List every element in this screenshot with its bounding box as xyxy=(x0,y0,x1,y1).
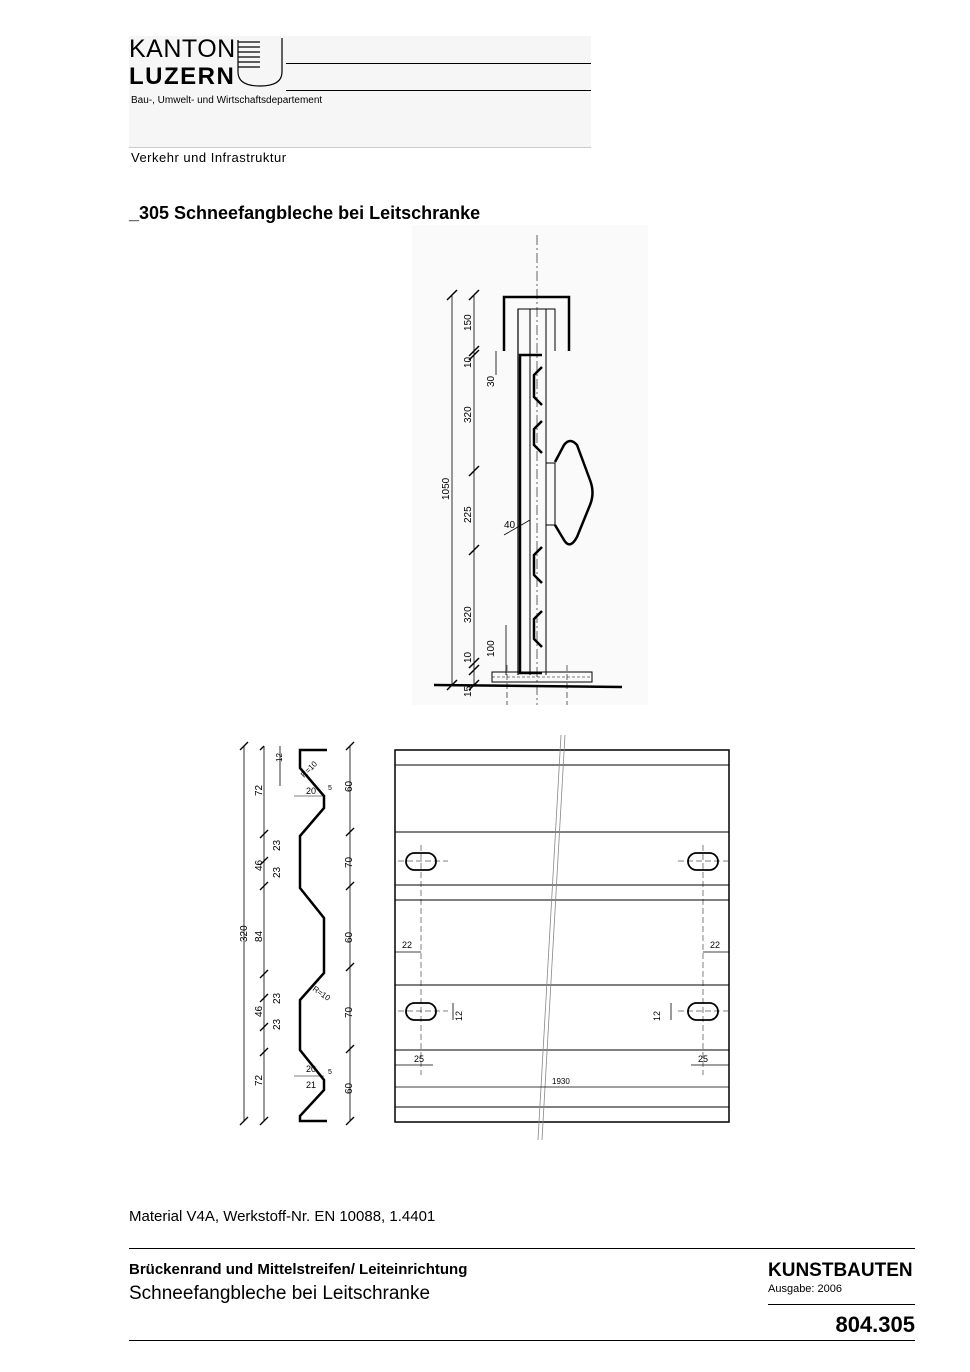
dim-5-top: 5 xyxy=(328,785,332,792)
dim-22-right: 22 xyxy=(710,940,721,950)
dim-60-c: 60 xyxy=(344,1082,355,1094)
footer-title: Schneefangbleche bei Leitschranke xyxy=(129,1283,431,1304)
dim-70-a: 70 xyxy=(344,856,355,868)
dim-12: 12 xyxy=(275,753,284,762)
dim-46-top: 46 xyxy=(254,859,265,871)
footer-section: KUNSTBAUTEN xyxy=(768,1260,913,1281)
dim-23-b: 23 xyxy=(272,866,283,878)
footer-subtitle: Brückenrand und Mittelstreifen/ Leiteinrichtung xyxy=(129,1261,468,1278)
footer-edition: Ausgabe: 2006 xyxy=(768,1283,843,1295)
dim-25-left: 25 xyxy=(414,1054,425,1064)
dim-30: 30 xyxy=(486,375,497,387)
profile-drawing xyxy=(232,738,364,1130)
footer-rule-bottom xyxy=(129,1340,915,1341)
dim-72-top: 72 xyxy=(254,784,265,796)
dim-320-top: 320 xyxy=(463,406,474,423)
footer-rule-top xyxy=(129,1248,915,1249)
dim-12-right: 12 xyxy=(652,1010,662,1021)
dim-25-right: 25 xyxy=(698,1054,709,1064)
cross-section-drawing xyxy=(412,225,648,705)
radius-bottom: R=10 xyxy=(310,984,332,1003)
header-rule-2 xyxy=(286,90,591,91)
plan-view-drawing xyxy=(388,735,736,1145)
dim-12-left: 12 xyxy=(454,1010,464,1021)
dim-46-bottom: 46 xyxy=(254,1005,265,1017)
dim-1050: 1050 xyxy=(441,477,452,500)
dim-320: 320 xyxy=(239,925,250,942)
dim-10-top: 10 xyxy=(463,356,474,368)
department-name: Bau-, Umwelt- und Wirtschaftsdepartement xyxy=(131,95,323,106)
radius-top: R=10 xyxy=(299,759,320,780)
dim-60-b: 60 xyxy=(344,931,355,943)
dim-23-a: 23 xyxy=(272,839,283,851)
dim-150: 150 xyxy=(463,314,474,331)
footer-rule-mid xyxy=(768,1304,915,1305)
dim-100: 100 xyxy=(486,640,497,657)
dim-23-d: 23 xyxy=(272,1018,283,1030)
division-name: Verkehr und Infrastruktur xyxy=(131,150,287,165)
dim-20-top: 20 xyxy=(306,786,317,796)
dim-72-bottom: 72 xyxy=(254,1074,265,1086)
dim-22-left: 22 xyxy=(402,940,413,950)
dim-40: 40 xyxy=(504,520,516,531)
dim-1930: 1930 xyxy=(552,1077,570,1086)
dim-225: 225 xyxy=(463,506,474,523)
material-note: Material V4A, Werkstoff-Nr. EN 10088, 1.4401 xyxy=(129,1208,436,1225)
page-title: _305 Schneefangbleche bei Leitschranke xyxy=(129,203,481,223)
dim-20-bottom: 20 xyxy=(306,1064,317,1074)
header-rule-1 xyxy=(286,63,591,64)
dim-84: 84 xyxy=(254,930,265,942)
dim-5-bottom: 5 xyxy=(328,1069,332,1076)
dim-21: 21 xyxy=(306,1080,317,1090)
document-number: 804.305 xyxy=(835,1312,915,1337)
logo-luzern: LUZERN xyxy=(129,63,236,90)
dim-15: 15 xyxy=(463,685,474,697)
dim-10-bottom: 10 xyxy=(463,651,474,663)
dim-70-b: 70 xyxy=(344,1006,355,1018)
coat-of-arms-icon xyxy=(236,38,286,90)
dim-23-c: 23 xyxy=(272,992,283,1004)
dim-60-a: 60 xyxy=(344,780,355,792)
header-rule-3 xyxy=(129,147,591,148)
dim-320-bottom: 320 xyxy=(463,606,474,623)
logo-kanton: KANTON xyxy=(129,35,236,63)
